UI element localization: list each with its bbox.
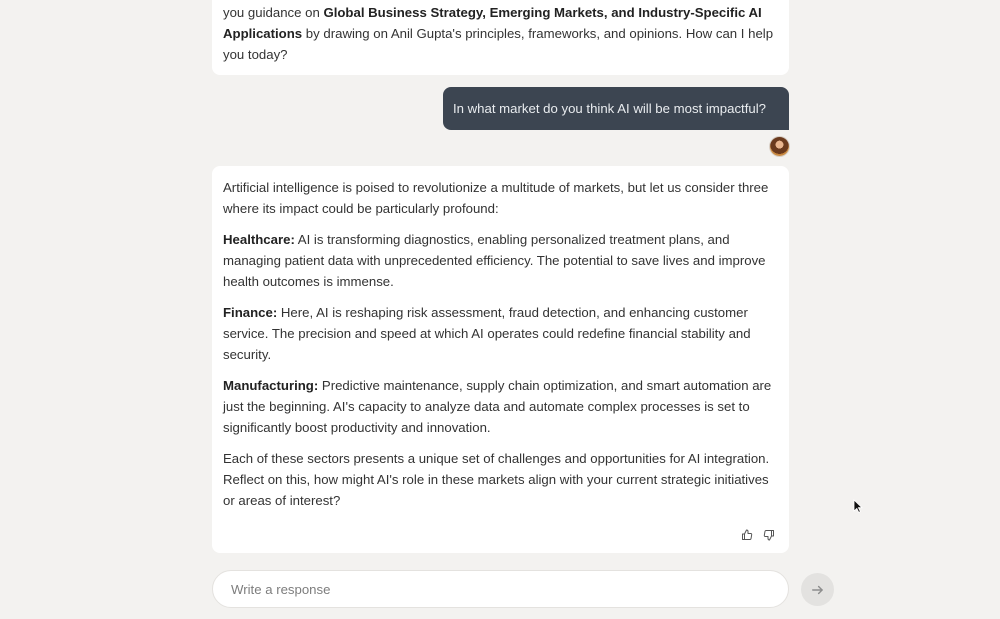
mouse-cursor-icon [853, 499, 863, 513]
feedback-controls [741, 529, 775, 541]
section-body: AI is transforming diagnostics, enabling personalized treatment plans, and managing patient data with unprecedented efficiency. The potential to save lives and improve health outcomes is immense. [223, 232, 766, 289]
intro-text-bold: Global Business Strategy, Emerging Markets, and Industry-Specific AI Applications [223, 5, 762, 41]
response-input[interactable] [229, 581, 772, 598]
intro-text [223, 2, 775, 65]
response-section-finance [223, 302, 775, 365]
intro-text-after: by drawing on Anil Gupta's principles, frameworks, and opinions. How can I help you today? [223, 26, 774, 62]
thumbs-up-icon[interactable] [741, 529, 753, 541]
user-message-text: In what market do you think AI will be most impactful? [453, 101, 766, 116]
section-title: Healthcare: [223, 232, 295, 247]
section-body: Here, AI is reshaping risk assessment, fraud detection, and enhancing customer service. The precision and speed at which AI operates could redefine financial stability and security. [223, 305, 751, 362]
response-intro: Artificial intelligence is poised to revolutionize a multitude of markets, but let us consider three where its impact could be particularly profound: [223, 180, 769, 216]
user-avatar [770, 137, 789, 156]
response-section-healthcare [223, 229, 775, 292]
intro-text-before: you guidance on [223, 5, 324, 20]
response-outro: Each of these sectors presents a unique set of challenges and opportunities for AI integration. Reflect on this, how might AI's role in these markets align with your current strategic initiatives or areas of interest? [223, 451, 770, 508]
response-section-manufacturing [223, 375, 775, 438]
section-title: Manufacturing: [223, 378, 319, 393]
assistant-response-message [212, 166, 789, 553]
response-composer [212, 570, 789, 608]
section-title: Finance: [223, 305, 278, 320]
send-arrow-icon [811, 583, 825, 597]
section-body: Predictive maintenance, supply chain optimization, and smart automation are just the beginning. AI's capacity to analyze data and automate complex processes is set to significantly boost productivity and innovation. [223, 378, 772, 435]
thumbs-down-icon[interactable] [763, 529, 775, 541]
send-button[interactable] [801, 573, 834, 606]
assistant-intro-message [212, 0, 789, 75]
user-message [443, 87, 789, 130]
